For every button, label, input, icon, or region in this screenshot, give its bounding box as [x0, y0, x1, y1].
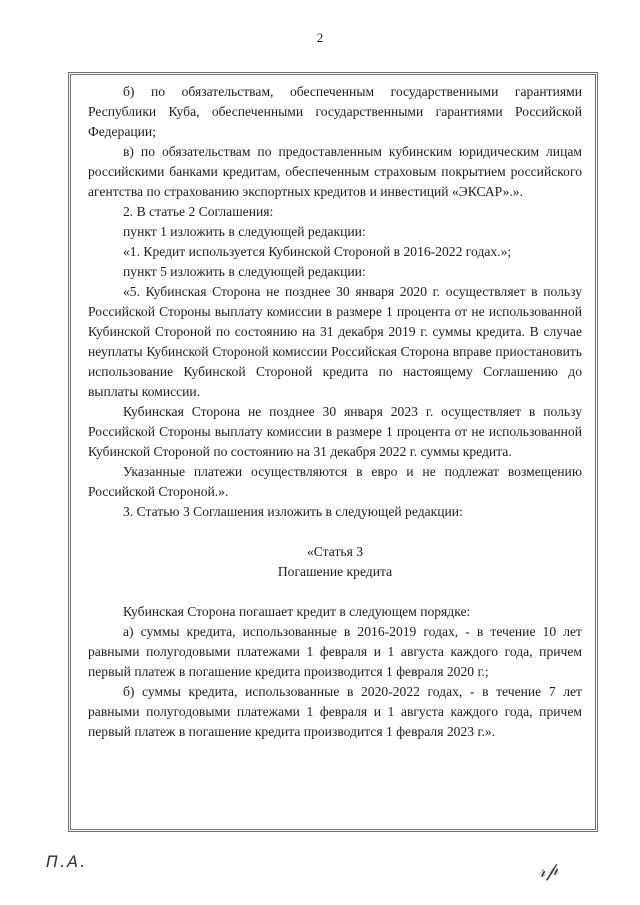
paragraph-point-1-intro: пункт 1 изложить в следующей редакции:	[123, 224, 366, 239]
paragraph-point-1-text: «1. Кредит используется Кубинской Стороной в 2016-2022 годах.»;	[123, 244, 512, 259]
paragraph-point-5-intro: пункт 5 изложить в следующей редакции:	[123, 264, 366, 279]
paragraph-b: б) по обязательствам, обеспеченным государственными гарантиями Республики Куба, обеспеченными государственными гарантиями Российской Федерации;	[88, 84, 582, 139]
article-number: «Статья 3	[306, 544, 364, 559]
paragraph-payments-euro: Указанные платежи осуществляются в евро и не подлежат возмещению Российской Стороной.».	[88, 464, 582, 499]
paragraph-repayment-b: б) суммы кредита, использованные в 2020-2022 годах, - в течение 7 лет равными полугодовыми платежами 1 февраля и 1 августа каждого года, причем первый платеж в погашение кредита производится 1 февраля 2023 г.».	[88, 684, 582, 739]
article-title: Погашение кредита	[277, 564, 393, 579]
handwritten-initials: П.А.	[46, 852, 88, 871]
paragraph-repayment-intro: Кубинская Сторона погашает кредит в следующем порядке:	[123, 604, 471, 619]
paragraph-repayment-a: а) суммы кредита, использованные в 2016-2019 годах, - в течение 10 лет равными полугодовыми платежами 1 февраля и 1 августа каждого года, причем первый платеж в погашение кредита производится 1 февраля 2020 г.;	[88, 624, 582, 679]
paragraph-article-3-intro: 3. Статью 3 Соглашения изложить в следующей редакции:	[123, 504, 463, 519]
paragraph-commission-2023: Кубинская Сторона не позднее 30 января 2023 г. осуществляет в пользу Российской Стороны выплату комиссии в размере 1 процента от не использованной Кубинской Стороной по состоянию на 31 декабря 2022 г. суммы кредита.	[88, 404, 582, 459]
handwritten-signature: 𝓇𝓅	[536, 858, 560, 883]
paragraph-point-5-text: «5. Кубинская Сторона не позднее 30 января 2020 г. осуществляет в пользу Российской Стороны выплату комиссии в размере 1 процента от не использованной Кубинской Стороной по состоянию на 31 декабря 2019 г. суммы кредита. В случае неуплаты Кубинской Стороной комиссии Российская Сторона вправе приостановить использование Кубинской Стороной кредита по настоящему Соглашению до выплаты комиссии.	[88, 284, 582, 399]
paragraph-article-2-intro: 2. В статье 2 Соглашения:	[123, 204, 274, 219]
paragraph-v: в) по обязательствам по предоставленным кубинским юридическим лицам российскими банками кредитам, обеспеченным страховым покрытием российского агентства по страхованию экспортных кредитов и инвестиций «ЭКСАР».».	[88, 144, 582, 199]
page-number: 2	[316, 30, 324, 45]
document-body	[88, 82, 582, 742]
